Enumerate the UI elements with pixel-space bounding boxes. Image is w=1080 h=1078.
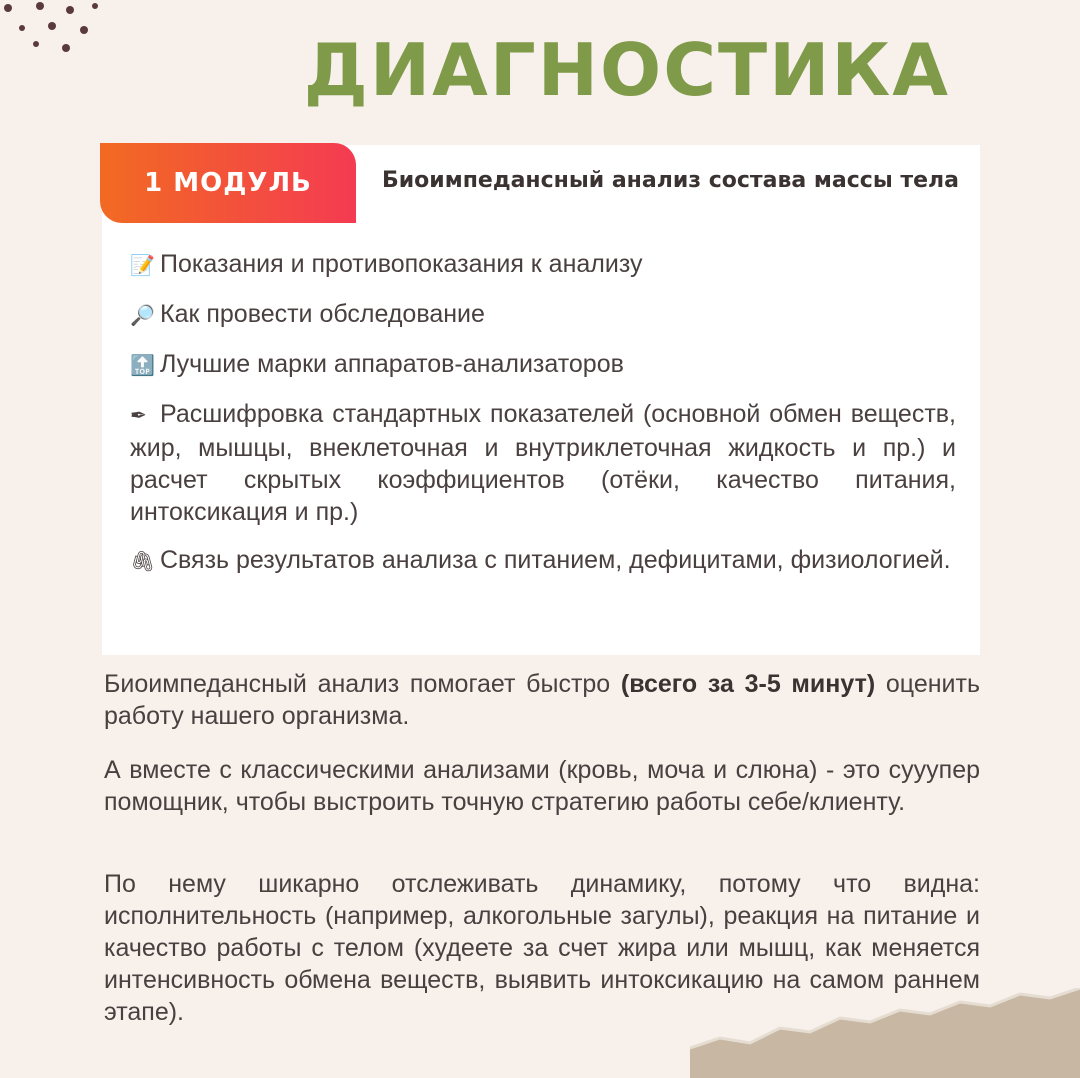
paperclip-icon: 🖇 xyxy=(130,551,156,573)
list-item-text: Лучшие марки аппаратов-анализаторов xyxy=(160,350,624,378)
list-item xyxy=(130,348,956,382)
magnifier-icon: 🔎 xyxy=(130,305,155,327)
list-item-text: Связь результатов анализа с питанием, дефицитами, физиологией. xyxy=(160,546,951,574)
page-title: ДИАГНОСТИКА xyxy=(303,28,950,112)
list-item-text: Как провести обследование xyxy=(160,300,485,328)
paragraph-dynamics: По нему шикарно отслеживать динамику, потому что видна: исполнительность (например, алкогольные загулы), реакция на питание и качество работы с телом (худеете за счет жира или мышц, как меняется интенсивность обмена веществ, выявить интоксикацию на самом раннем этапе). xyxy=(104,870,980,1026)
paragraph-highlight: (всего за 3-5 минут) xyxy=(620,670,876,698)
module-badge: 1 МОДУЛЬ xyxy=(100,143,356,223)
paragraph-text: оценить работу нашего организма. xyxy=(104,670,980,730)
list-item xyxy=(130,298,956,332)
paragraph-classic-analyses: А вместе с классическими анализами (кровь, моча и слюна) - это сууупер помощник, чтобы выстроить точную стратегию работы себе/клиенту. xyxy=(104,756,980,816)
list-item-text: Показания и противопоказания к анализу xyxy=(160,250,643,278)
pen-icon: ✒ xyxy=(130,405,147,427)
module-items xyxy=(130,248,956,594)
list-item xyxy=(130,398,956,528)
list-item-text: Расшифровка стандартных показателей (основной обмен веществ, жир, мышцы, внеклеточная и внутриклеточная жидкость и пр.) и расчет скрытых коэффициентов (отёки, качество питания, интоксикация и пр.) xyxy=(130,400,956,526)
list-item xyxy=(130,544,956,578)
paragraph-text: Биоимпедансный анализ помогает быстро xyxy=(104,670,621,698)
list-item xyxy=(130,248,956,282)
top-icon: 🔝 xyxy=(130,355,155,377)
torn-paper-decoration xyxy=(690,988,1080,1078)
module-title: Биоимпедансный анализ состава массы тела xyxy=(382,168,960,193)
memo-icon: 📝 xyxy=(130,255,155,277)
paragraph-intro xyxy=(104,668,980,732)
